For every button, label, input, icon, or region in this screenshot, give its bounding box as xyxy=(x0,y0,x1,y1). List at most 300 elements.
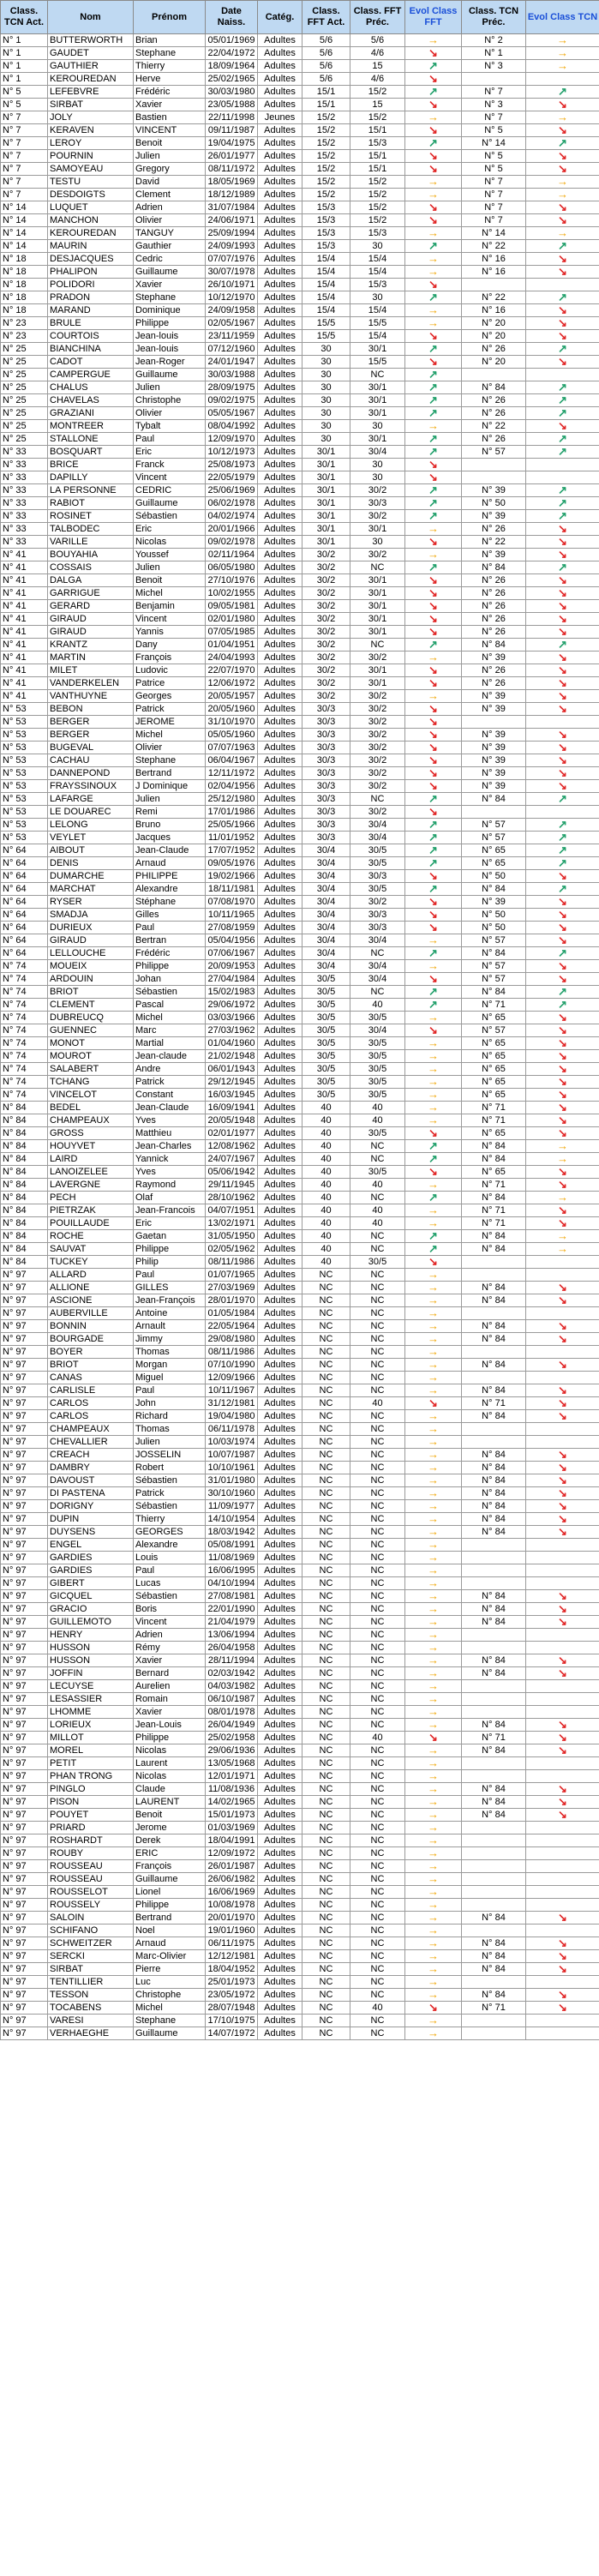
cell-class-fft-act: NC xyxy=(302,1616,350,1629)
cell-prenom: Jean-louis xyxy=(134,330,206,343)
cell-rank-tcn-act: N° 84 xyxy=(1,1243,48,1256)
cell-class-tcn-prec: N° 26 xyxy=(462,523,526,536)
cell-prenom: Jean-Claude xyxy=(134,1102,206,1114)
cell-date-naiss: 07/12/1960 xyxy=(206,343,258,356)
cell-class-fft-prec: NC xyxy=(350,1642,405,1654)
cell-nom: BOYER xyxy=(48,1346,134,1359)
cell-prenom: Gilles xyxy=(134,909,206,922)
arrow-up-icon: ↗ xyxy=(405,1140,462,1153)
cell-rank-tcn-act: N° 14 xyxy=(1,240,48,253)
cell-rank-tcn-act: N° 74 xyxy=(1,1076,48,1089)
cell-prenom: Guillaume xyxy=(134,369,206,381)
cell-class-fft-prec: 30/3 xyxy=(350,870,405,883)
table-row xyxy=(1,1050,599,1063)
cell-prenom: Remi xyxy=(134,806,206,819)
cell-class-fft-act: 30/3 xyxy=(302,793,350,806)
cell-nom: DUYSENS xyxy=(48,1526,134,1539)
arrow-eq-icon: → xyxy=(405,960,462,973)
header-nom: Nom xyxy=(48,1,134,34)
cell-class-fft-act: 30/4 xyxy=(302,844,350,857)
table-row xyxy=(1,356,599,369)
cell-nom: VANTHUYNE xyxy=(48,690,134,703)
cell-class-tcn-prec: N° 65 xyxy=(462,1063,526,1076)
cell-date-naiss: 04/02/1974 xyxy=(206,510,258,523)
arrow-up-icon: ↗ xyxy=(526,832,599,844)
cell-class-fft-act: 30 xyxy=(302,356,350,369)
cell-prenom: Noel xyxy=(134,1924,206,1937)
cell-nom: GARDIES xyxy=(48,1564,134,1577)
arrow-down-icon: ↘ xyxy=(526,1474,599,1487)
cell-nom: LEROY xyxy=(48,137,134,150)
table-row xyxy=(1,1590,599,1603)
cell-class-fft-prec: 30/2 xyxy=(350,652,405,664)
arrow-eq-icon: → xyxy=(405,1089,462,1102)
cell-nom: GRAZIANI xyxy=(48,407,134,420)
cell-class-tcn-prec: N° 71 xyxy=(462,1204,526,1217)
cell-nom: VANDERKELEN xyxy=(48,677,134,690)
table-row xyxy=(1,111,599,124)
arrow-up-icon: ↗ xyxy=(405,407,462,420)
cell-class-tcn-prec: N° 7 xyxy=(462,214,526,227)
cell-class-tcn-prec: N° 65 xyxy=(462,1166,526,1179)
cell-nom: LUQUET xyxy=(48,201,134,214)
cell-rank-tcn-act: N° 7 xyxy=(1,189,48,201)
cell-categ: Adultes xyxy=(258,1230,302,1243)
cell-categ: Adultes xyxy=(258,150,302,163)
cell-class-tcn-prec: N° 39 xyxy=(462,703,526,716)
table-row xyxy=(1,1732,599,1744)
cell-categ: Adultes xyxy=(258,1063,302,1076)
cell-class-fft-prec: 30/2 xyxy=(350,767,405,780)
cell-prenom: Stéphane xyxy=(134,896,206,909)
arrow-up-icon: ↗ xyxy=(526,343,599,356)
cell-class-tcn-prec: N° 84 xyxy=(462,1513,526,1526)
cell-class-fft-prec: 30 xyxy=(350,536,405,549)
cell-class-tcn-prec xyxy=(462,1564,526,1577)
arrow-down-icon: ↘ xyxy=(526,1603,599,1616)
cell-rank-tcn-act: N° 33 xyxy=(1,446,48,459)
cell-rank-tcn-act: N° 97 xyxy=(1,1552,48,1564)
cell-rank-tcn-act: N° 41 xyxy=(1,639,48,652)
cell-class-fft-act: 15/4 xyxy=(302,253,350,266)
cell-prenom: Eric xyxy=(134,446,206,459)
cell-date-naiss: 27/10/1976 xyxy=(206,574,258,587)
cell-prenom: Gregory xyxy=(134,163,206,176)
cell-class-fft-act: 30/5 xyxy=(302,1089,350,1102)
cell-prenom: Robert xyxy=(134,1462,206,1474)
cell-class-fft-act: NC xyxy=(302,1359,350,1372)
cell-class-fft-prec: NC xyxy=(350,1744,405,1757)
cell-rank-tcn-act: N° 97 xyxy=(1,1539,48,1552)
table-row xyxy=(1,317,599,330)
cell-prenom: Paul xyxy=(134,1384,206,1397)
cell-categ: Adultes xyxy=(258,1269,302,1282)
cell-categ: Adultes xyxy=(258,1693,302,1706)
cell-class-tcn-prec: N° 65 xyxy=(462,857,526,870)
table-row xyxy=(1,1642,599,1654)
cell-class-fft-prec: 30/4 xyxy=(350,934,405,947)
empty-evol-cell xyxy=(526,1346,599,1359)
empty-evol-cell xyxy=(526,1577,599,1590)
cell-nom: GIRAUD xyxy=(48,613,134,626)
cell-categ: Adultes xyxy=(258,857,302,870)
cell-class-fft-act: 40 xyxy=(302,1256,350,1269)
cell-rank-tcn-act: N° 84 xyxy=(1,1204,48,1217)
cell-class-tcn-prec: N° 39 xyxy=(462,780,526,793)
arrow-up-icon: ↗ xyxy=(526,857,599,870)
table-row xyxy=(1,1179,599,1192)
cell-categ: Adultes xyxy=(258,240,302,253)
table-row xyxy=(1,1552,599,1564)
cell-categ: Adultes xyxy=(258,793,302,806)
arrow-up-icon: ↗ xyxy=(526,407,599,420)
cell-rank-tcn-act: N° 97 xyxy=(1,1564,48,1577)
cell-nom: CHALUS xyxy=(48,381,134,394)
cell-class-tcn-prec: N° 84 xyxy=(462,1590,526,1603)
arrow-eq-icon: → xyxy=(405,1770,462,1783)
cell-class-tcn-prec: N° 84 xyxy=(462,1526,526,1539)
table-row xyxy=(1,832,599,844)
cell-class-tcn-prec: N° 84 xyxy=(462,1474,526,1487)
cell-nom: LHOMME xyxy=(48,1706,134,1719)
arrow-down-icon: ↘ xyxy=(526,163,599,176)
cell-prenom: Yves xyxy=(134,1114,206,1127)
cell-date-naiss: 30/10/1960 xyxy=(206,1487,258,1500)
cell-categ: Adultes xyxy=(258,1822,302,1834)
cell-nom: DURIEUX xyxy=(48,922,134,934)
cell-nom: GROSS xyxy=(48,1127,134,1140)
cell-categ: Adultes xyxy=(258,1552,302,1564)
cell-class-fft-prec: 30/5 xyxy=(350,857,405,870)
cell-categ: Adultes xyxy=(258,1706,302,1719)
cell-class-fft-prec: NC xyxy=(350,1809,405,1822)
arrow-down-icon: ↘ xyxy=(526,536,599,549)
arrow-up-icon: ↗ xyxy=(405,1192,462,1204)
cell-date-naiss: 10/02/1955 xyxy=(206,587,258,600)
arrow-eq-icon: → xyxy=(526,34,599,47)
arrow-up-icon: ↗ xyxy=(526,947,599,960)
cell-class-tcn-prec: N° 7 xyxy=(462,111,526,124)
arrow-eq-icon: → xyxy=(405,1076,462,1089)
cell-nom: HUSSON xyxy=(48,1654,134,1667)
table-row xyxy=(1,1912,599,1924)
cell-rank-tcn-act: N° 18 xyxy=(1,304,48,317)
cell-rank-tcn-act: N° 7 xyxy=(1,111,48,124)
arrow-up-icon: ↗ xyxy=(526,999,599,1012)
empty-evol-cell xyxy=(526,1770,599,1783)
cell-rank-tcn-act: N° 74 xyxy=(1,1037,48,1050)
cell-class-fft-act: 30/2 xyxy=(302,574,350,587)
table-row xyxy=(1,279,599,291)
cell-class-tcn-prec: N° 22 xyxy=(462,420,526,433)
cell-class-fft-act: 40 xyxy=(302,1230,350,1243)
arrow-down-icon: ↘ xyxy=(405,677,462,690)
cell-date-naiss: 01/03/1969 xyxy=(206,1822,258,1834)
table-row xyxy=(1,1564,599,1577)
arrow-down-icon: ↘ xyxy=(405,1127,462,1140)
cell-date-naiss: 10/12/1970 xyxy=(206,291,258,304)
cell-class-fft-act: 40 xyxy=(302,1102,350,1114)
cell-nom: MARTIN xyxy=(48,652,134,664)
table-row xyxy=(1,844,599,857)
table-row xyxy=(1,163,599,176)
cell-rank-tcn-act: N° 97 xyxy=(1,1603,48,1616)
cell-prenom: Guillaume xyxy=(134,497,206,510)
cell-class-fft-act: NC xyxy=(302,1937,350,1950)
cell-prenom: David xyxy=(134,176,206,189)
empty-evol-cell xyxy=(526,1834,599,1847)
cell-nom: PRIARD xyxy=(48,1822,134,1834)
cell-class-fft-prec: NC xyxy=(350,1320,405,1333)
cell-categ: Adultes xyxy=(258,1333,302,1346)
cell-class-tcn-prec: N° 84 xyxy=(462,1796,526,1809)
cell-class-tcn-prec: N° 3 xyxy=(462,60,526,73)
cell-rank-tcn-act: N° 97 xyxy=(1,1847,48,1860)
cell-rank-tcn-act: N° 74 xyxy=(1,1089,48,1102)
cell-class-fft-prec: NC xyxy=(350,1449,405,1462)
table-row xyxy=(1,2002,599,2015)
cell-prenom: Jerome xyxy=(134,1822,206,1834)
arrow-eq-icon: → xyxy=(405,1564,462,1577)
cell-class-fft-prec: NC xyxy=(350,369,405,381)
cell-categ: Adultes xyxy=(258,1757,302,1770)
table-row xyxy=(1,176,599,189)
cell-class-tcn-prec xyxy=(462,1423,526,1436)
cell-nom: TALBODEC xyxy=(48,523,134,536)
arrow-down-icon: ↘ xyxy=(405,2002,462,2015)
cell-class-fft-prec: 40 xyxy=(350,1732,405,1744)
cell-prenom: Clement xyxy=(134,189,206,201)
cell-class-tcn-prec: N° 57 xyxy=(462,819,526,832)
cell-rank-tcn-act: N° 97 xyxy=(1,1976,48,1989)
table-row xyxy=(1,2027,599,2040)
empty-evol-cell xyxy=(526,1822,599,1834)
cell-class-fft-act: 30/5 xyxy=(302,1024,350,1037)
cell-nom: ARDOUIN xyxy=(48,973,134,986)
empty-evol-cell xyxy=(526,1552,599,1564)
empty-evol-cell xyxy=(526,1256,599,1269)
cell-prenom: Bernard xyxy=(134,1667,206,1680)
cell-prenom: Frédéric xyxy=(134,947,206,960)
table-row xyxy=(1,446,599,459)
cell-class-fft-prec: 30/4 xyxy=(350,832,405,844)
cell-class-fft-prec: 30/1 xyxy=(350,523,405,536)
arrow-down-icon: ↘ xyxy=(526,266,599,279)
table-row xyxy=(1,523,599,536)
cell-prenom: Stephane xyxy=(134,754,206,767)
cell-class-fft-act: 5/6 xyxy=(302,60,350,73)
arrow-up-icon: ↗ xyxy=(405,947,462,960)
cell-class-fft-prec: 30 xyxy=(350,471,405,484)
cell-rank-tcn-act: N° 97 xyxy=(1,1423,48,1436)
cell-categ: Adultes xyxy=(258,1500,302,1513)
cell-class-fft-prec: NC xyxy=(350,1539,405,1552)
cell-class-tcn-prec: N° 84 xyxy=(462,1294,526,1307)
arrow-eq-icon: → xyxy=(405,690,462,703)
cell-class-tcn-prec: N° 84 xyxy=(462,381,526,394)
cell-prenom: Guillaume xyxy=(134,1873,206,1886)
arrow-up-icon: ↗ xyxy=(405,394,462,407)
cell-nom: POUILLAUDE xyxy=(48,1217,134,1230)
cell-class-fft-prec: NC xyxy=(350,1976,405,1989)
cell-class-fft-prec: NC xyxy=(350,1989,405,2002)
cell-rank-tcn-act: N° 97 xyxy=(1,1770,48,1783)
cell-class-tcn-prec: N° 50 xyxy=(462,922,526,934)
cell-prenom: Raymond xyxy=(134,1179,206,1192)
cell-date-naiss: 10/08/1978 xyxy=(206,1899,258,1912)
cell-rank-tcn-act: N° 64 xyxy=(1,909,48,922)
cell-nom: SIRBAT xyxy=(48,1963,134,1976)
cell-class-fft-prec: 40 xyxy=(350,1397,405,1410)
cell-class-tcn-prec: N° 65 xyxy=(462,1037,526,1050)
cell-rank-tcn-act: N° 14 xyxy=(1,214,48,227)
table-row xyxy=(1,1680,599,1693)
cell-categ: Adultes xyxy=(258,600,302,613)
arrow-up-icon: ↗ xyxy=(405,343,462,356)
cell-nom: ROUBY xyxy=(48,1847,134,1860)
cell-nom: GARDIES xyxy=(48,1552,134,1564)
cell-class-fft-act: NC xyxy=(302,1320,350,1333)
cell-class-fft-prec: NC xyxy=(350,1899,405,1912)
cell-class-fft-prec: NC xyxy=(350,1667,405,1680)
arrow-eq-icon: → xyxy=(405,1796,462,1809)
cell-nom: ROUSSELOT xyxy=(48,1886,134,1899)
cell-class-fft-prec: 15/2 xyxy=(350,176,405,189)
table-row xyxy=(1,922,599,934)
cell-rank-tcn-act: N° 84 xyxy=(1,1217,48,1230)
table-row xyxy=(1,471,599,484)
table-row xyxy=(1,99,599,111)
cell-nom: PINGLO xyxy=(48,1783,134,1796)
table-row xyxy=(1,1166,599,1179)
table-row xyxy=(1,1629,599,1642)
arrow-down-icon: ↘ xyxy=(405,767,462,780)
cell-rank-tcn-act: N° 1 xyxy=(1,73,48,86)
cell-nom: MOUROT xyxy=(48,1050,134,1063)
cell-rank-tcn-act: N° 97 xyxy=(1,1873,48,1886)
cell-categ: Adultes xyxy=(258,317,302,330)
cell-nom: BEBON xyxy=(48,703,134,716)
cell-prenom: Richard xyxy=(134,1410,206,1423)
arrow-down-icon: ↘ xyxy=(405,1397,462,1410)
cell-date-naiss: 01/05/1984 xyxy=(206,1307,258,1320)
cell-nom: ROUSSEAU xyxy=(48,1860,134,1873)
cell-categ: Adultes xyxy=(258,1719,302,1732)
cell-categ: Adultes xyxy=(258,1372,302,1384)
cell-date-naiss: 05/01/1969 xyxy=(206,34,258,47)
cell-prenom: VINCENT xyxy=(134,124,206,137)
cell-class-tcn-prec: N° 71 xyxy=(462,1102,526,1114)
cell-class-fft-prec: 30/5 xyxy=(350,1089,405,1102)
arrow-up-icon: ↗ xyxy=(405,986,462,999)
cell-class-fft-prec: NC xyxy=(350,1564,405,1577)
arrow-down-icon: ↘ xyxy=(405,909,462,922)
arrow-eq-icon: → xyxy=(526,111,599,124)
cell-class-fft-act: 30/1 xyxy=(302,484,350,497)
table-row xyxy=(1,60,599,73)
table-row xyxy=(1,1860,599,1873)
cell-date-naiss: 14/07/1972 xyxy=(206,2027,258,2040)
cell-class-fft-prec: 15/3 xyxy=(350,137,405,150)
cell-rank-tcn-act: N° 33 xyxy=(1,459,48,471)
cell-date-naiss: 05/05/1960 xyxy=(206,729,258,742)
arrow-eq-icon: → xyxy=(405,1050,462,1063)
arrow-down-icon: ↘ xyxy=(526,600,599,613)
arrow-up-icon: ↗ xyxy=(405,497,462,510)
cell-class-fft-prec: 30/1 xyxy=(350,677,405,690)
arrow-down-icon: ↘ xyxy=(526,253,599,266)
cell-class-fft-act: 30 xyxy=(302,394,350,407)
cell-prenom: Pierre xyxy=(134,1963,206,1976)
arrow-up-icon: ↗ xyxy=(405,857,462,870)
cell-nom: ASCIONE xyxy=(48,1294,134,1307)
cell-rank-tcn-act: N° 18 xyxy=(1,253,48,266)
arrow-eq-icon: → xyxy=(405,1269,462,1282)
cell-rank-tcn-act: N° 97 xyxy=(1,1397,48,1410)
arrow-down-icon: ↘ xyxy=(526,1937,599,1950)
table-row xyxy=(1,1410,599,1423)
cell-date-naiss: 14/10/1954 xyxy=(206,1513,258,1526)
table-row xyxy=(1,1976,599,1989)
cell-nom: SCHWEITZER xyxy=(48,1937,134,1950)
cell-categ: Adultes xyxy=(258,523,302,536)
cell-rank-tcn-act: N° 53 xyxy=(1,806,48,819)
header-prenom: Prénom xyxy=(134,1,206,34)
cell-rank-tcn-act: N° 97 xyxy=(1,1294,48,1307)
cell-class-fft-prec: 30/1 xyxy=(350,587,405,600)
cell-class-fft-act: NC xyxy=(302,1757,350,1770)
cell-nom: TUCKEY xyxy=(48,1256,134,1269)
cell-categ: Adultes xyxy=(258,227,302,240)
cell-rank-tcn-act: N° 97 xyxy=(1,1757,48,1770)
cell-categ: Adultes xyxy=(258,214,302,227)
cell-nom: FRAYSSINOUX xyxy=(48,780,134,793)
cell-date-naiss: 05/06/1942 xyxy=(206,1166,258,1179)
cell-prenom: Thierry xyxy=(134,60,206,73)
cell-nom: DAVOUST xyxy=(48,1474,134,1487)
cell-prenom: Vincent xyxy=(134,613,206,626)
cell-prenom: Yves xyxy=(134,1166,206,1179)
cell-prenom: Claude xyxy=(134,1783,206,1796)
table-row xyxy=(1,227,599,240)
cell-prenom: Gauthier xyxy=(134,240,206,253)
cell-date-naiss: 18/11/1981 xyxy=(206,883,258,896)
arrow-down-icon: ↘ xyxy=(526,1963,599,1976)
cell-class-fft-prec: NC xyxy=(350,2027,405,2040)
cell-class-fft-prec: NC xyxy=(350,1307,405,1320)
cell-class-fft-act: 30/3 xyxy=(302,716,350,729)
cell-class-tcn-prec xyxy=(462,1680,526,1693)
cell-categ: Adultes xyxy=(258,2027,302,2040)
cell-date-naiss: 04/03/1982 xyxy=(206,1680,258,1693)
cell-class-tcn-prec: N° 84 xyxy=(462,986,526,999)
cell-class-fft-prec: NC xyxy=(350,1410,405,1423)
cell-date-naiss: 21/02/1948 xyxy=(206,1050,258,1063)
cell-class-fft-act: 30/2 xyxy=(302,613,350,626)
cell-class-fft-act: NC xyxy=(302,1860,350,1873)
arrow-down-icon: ↘ xyxy=(526,1063,599,1076)
cell-nom: JOLY xyxy=(48,111,134,124)
cell-class-fft-prec: NC xyxy=(350,1372,405,1384)
cell-class-fft-act: NC xyxy=(302,2027,350,2040)
cell-prenom: Xavier xyxy=(134,1706,206,1719)
cell-class-fft-prec: NC xyxy=(350,1462,405,1474)
cell-nom: SIRBAT xyxy=(48,99,134,111)
empty-evol-cell xyxy=(526,716,599,729)
cell-prenom: Yannick xyxy=(134,1153,206,1166)
cell-nom: COSSAIS xyxy=(48,561,134,574)
empty-evol-cell xyxy=(526,1642,599,1654)
